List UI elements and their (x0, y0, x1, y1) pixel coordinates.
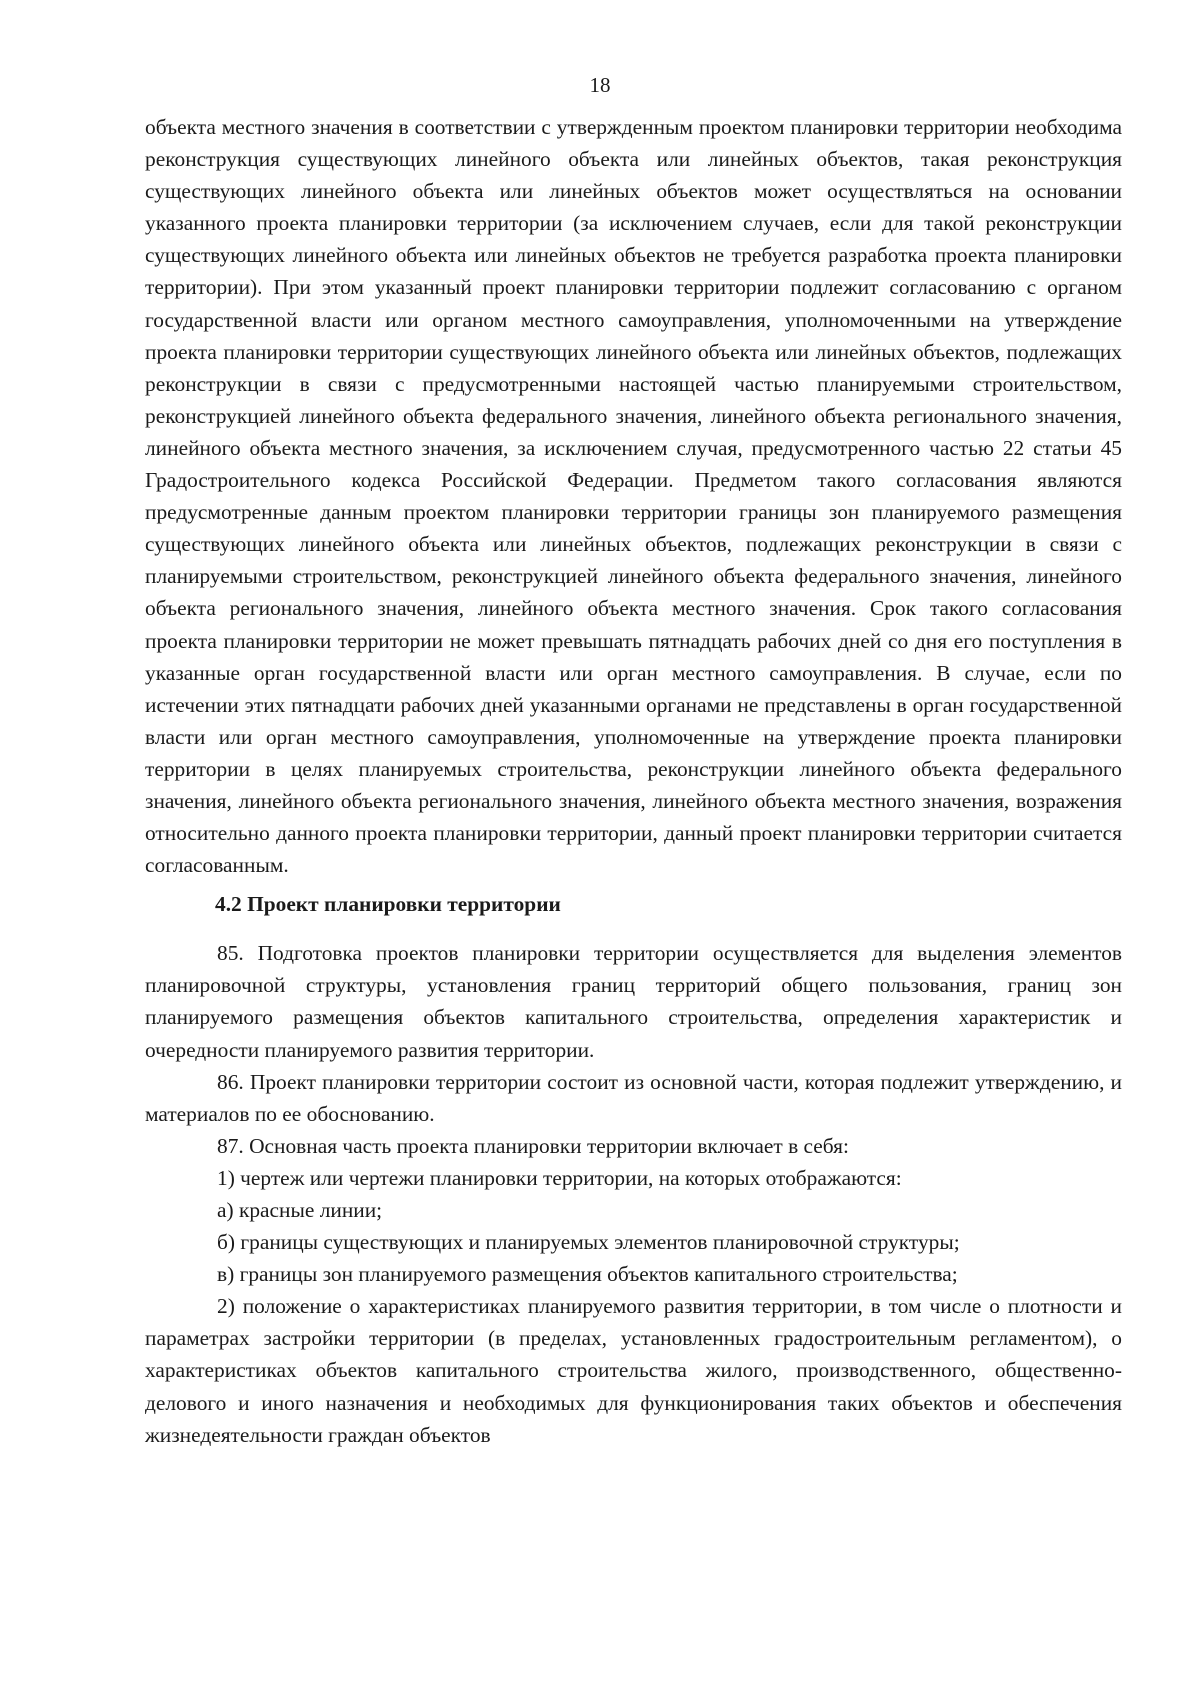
list-item-2: 2) положение о характеристиках планируемого развития территории, в том числе о плотности и параметрах застройки территории (в пределах, установленных градостроительным регламентом), о характеристиках объектов капитального строительства жилого, производственного, общественно-делового и иного назначения и необходимых для функционирования таких объектов и обеспечения жизнедеятельности граждан объектов (145, 1294, 1122, 1447)
document-body (145, 111, 1122, 1451)
paragraph-continuation: объекта местного значения в соответствии с утвержденным проектом планировки территории необходима реконструкция существующих линейного объекта или линейных объектов, такая реконструкция существующих линейного объекта или линейных объектов может осуществляться на основании указанного проекта планировки территории (за исключением случаев, если для такой реконструкции существующих линейного объекта или линейных объектов не требуется разработка проекта планировки территории). При этом указанный проект планировки территории подлежит согласованию с органом государственной власти или органом местного самоуправления, уполномоченными на утверждение проекта планировки территории существующих линейного объекта или линейных объектов, подлежащих реконструкции в связи с предусмотренными настоящей частью планируемыми строительством, реконструкцией линейного объекта федерального значения, линейного объекта регионального значения, линейного объекта местного значения, за исключением случая, предусмотренного частью 22 статьи 45 Градостроительного кодекса Российской Федерации. Предметом такого согласования являются предусмотренные данным проектом планировки территории границы зон планируемого размещения существующих линейного объекта или линейных объектов, подлежащих реконструкции в связи с планируемыми строительством, реконструкцией линейного объекта федерального значения, линейного объекта регионального значения, линейного объекта местного значения. Срок такого согласования проекта планировки территории не может превышать пятнадцать рабочих дней со дня его поступления в указанные орган государственной власти или орган местного самоуправления. В случае, если по истечении этих пятнадцати рабочих дней указанными органами не представлены в орган государственной власти или орган местного самоуправления, уполномоченные на утверждение проекта планировки территории в целях планируемых строительства, реконструкции линейного объекта федерального значения, линейного объекта регионального значения, линейного объекта местного значения, возражения относительно данного проекта планировки территории, данный проект планировки территории считается согласованным. (145, 115, 1122, 878)
paragraph-86: 86. Проект планировки территории состоит из основной части, которая подлежит утверждению, и материалов по ее обоснованию. (145, 1069, 1122, 1126)
page-number: 18 (589, 73, 611, 97)
list-item-1: 1) чертеж или чертежи планировки территории, на которых отображаются: (217, 1165, 902, 1190)
list-item-a: а) красные линии; (217, 1198, 383, 1222)
list-item-b: б) границы существующих и планируемых элементов планировочной структуры; (217, 1230, 960, 1255)
paragraph-85: 85. Подготовка проектов планировки территории осуществляется для выделения элементов планировочной структуры, установления границ территорий общего пользования, границ зон планируемого размещения объектов капитального строительства, определения характеристик и очередности планируемого развития территории. (145, 941, 1122, 1062)
section-heading: 4.2 Проект планировки территории (215, 892, 561, 917)
paragraph-87: 87. Основная часть проекта планировки территории включает в себя: (217, 1133, 849, 1158)
list-item-v: в) границы зон планируемого размещения объектов капитального строительства; (217, 1262, 958, 1287)
